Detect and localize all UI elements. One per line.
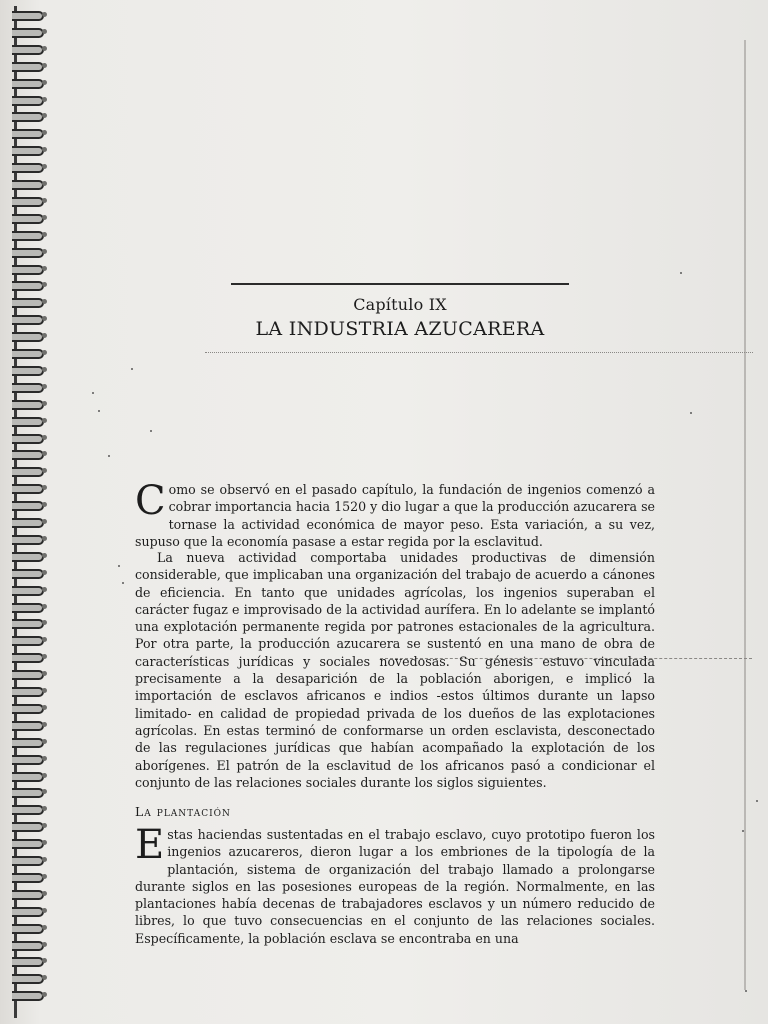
- spiral-wire: [12, 924, 44, 934]
- spiral-wire: [12, 298, 44, 308]
- spiral-ring: [8, 549, 48, 562]
- spiral-wire: [12, 991, 44, 1001]
- spiral-ring: [8, 262, 48, 275]
- spiral-ring: [8, 8, 48, 21]
- punch-hole: [42, 113, 47, 118]
- spiral-wire: [12, 484, 44, 494]
- spiral-ring: [8, 481, 48, 494]
- spiral-wire: [12, 839, 44, 849]
- spiral-wire: [12, 670, 44, 680]
- punch-hole: [42, 266, 47, 271]
- punch-hole: [42, 553, 47, 558]
- spiral-ring: [8, 600, 48, 613]
- spiral-ring: [8, 954, 48, 967]
- spiral-ring: [8, 701, 48, 714]
- punch-hole: [42, 604, 47, 609]
- punch-hole: [42, 823, 47, 828]
- punch-hole: [42, 992, 47, 997]
- spiral-ring: [8, 464, 48, 477]
- punch-hole: [42, 282, 47, 287]
- punch-hole: [42, 587, 47, 592]
- spiral-wire: [12, 231, 44, 241]
- spiral-wire: [12, 214, 44, 224]
- punch-hole: [42, 958, 47, 963]
- punch-hole: [42, 942, 47, 947]
- spiral-wire: [12, 180, 44, 190]
- spiral-wire: [12, 129, 44, 139]
- punch-hole: [42, 367, 47, 372]
- section-heading: La plantación: [135, 804, 231, 819]
- spiral-wire: [12, 28, 44, 38]
- spiral-wire: [12, 755, 44, 765]
- spiral-wire: [12, 687, 44, 697]
- scan-artifact-line: [205, 352, 753, 353]
- spiral-ring: [8, 785, 48, 798]
- spiral-ring: [8, 515, 48, 528]
- spiral-wire: [12, 281, 44, 291]
- spiral-ring: [8, 836, 48, 849]
- spiral-ring: [8, 498, 48, 511]
- punch-hole: [42, 384, 47, 389]
- spiral-ring: [8, 938, 48, 951]
- punch-hole: [42, 97, 47, 102]
- spiral-wire: [12, 569, 44, 579]
- spiral-ring: [8, 126, 48, 139]
- paragraph-section: [135, 822, 655, 947]
- spiral-ring: [8, 752, 48, 765]
- punch-hole: [42, 891, 47, 896]
- spiral-wire: [12, 400, 44, 410]
- punch-hole: [42, 806, 47, 811]
- punch-hole: [42, 620, 47, 625]
- spiral-wire: [12, 619, 44, 629]
- spiral-wire: [12, 907, 44, 917]
- spiral-wire: [12, 366, 44, 376]
- spiral-wire: [12, 974, 44, 984]
- spiral-ring: [8, 160, 48, 173]
- punch-hole: [42, 249, 47, 254]
- spiral-ring: [8, 650, 48, 663]
- punch-hole: [42, 975, 47, 980]
- spiral-wire: [12, 79, 44, 89]
- spiral-ring: [8, 616, 48, 629]
- punch-hole: [42, 536, 47, 541]
- paragraph-text: omo se observó en el pasado capítulo, la fundación de ingenios comenzó a cobrar importancia hacia 1520 y dio lugar a que la producción azucarera se tornase la actividad económica de mayor peso. Esta variación, a su vez, supuso que la economía pasase a estar regida por la esclavitud.: [135, 482, 655, 549]
- punch-hole: [42, 12, 47, 17]
- spiral-ring: [8, 278, 48, 291]
- punch-hole: [42, 789, 47, 794]
- punch-hole: [42, 164, 47, 169]
- spiral-wire: [12, 417, 44, 427]
- spiral-ring: [8, 194, 48, 207]
- punch-hole: [42, 147, 47, 152]
- spiral-binding: [8, 8, 50, 1020]
- spiral-wire: [12, 467, 44, 477]
- spiral-wire: [12, 518, 44, 528]
- spiral-wire: [12, 265, 44, 275]
- spiral-wire: [12, 450, 44, 460]
- spiral-ring: [8, 346, 48, 359]
- spiral-wire: [12, 248, 44, 258]
- spiral-wire: [12, 535, 44, 545]
- punch-hole: [42, 908, 47, 913]
- punch-hole: [42, 333, 47, 338]
- paragraph-body: La nueva actividad comportaba unidades productivas de dimensión considerable, que implicaban una organización del trabajo de acuerdo a cánones de eficiencia. En tanto que unidades agrícolas, los ingenios superaban el carácter fugaz e improvisado de la actividad aurífera. En lo adelante se implantó una explotación permanente regida por patrones estacionales de la agricultura. Por otra parte, la producción azucarera se sustentó en una mano de obra de características jurídicas y sociales novedosas. Su génesis estuvo vinculada precisamente a la desaparición de la población aborigen, e implicó la importación de esclavos africanos e indios -estos últimos durante un lapso limitado- en calidad de propiedad privada de los dueños de las explotaciones agrícolas. En estas terminó de conformarse un orden esclavista, desconectado de las regulaciones jurídicas que habían acompañado la explotación de los aborígenes. El patrón de la esclavitud de los africanos pasó a condicionar el conjunto de las relaciones sociales durante los siglos siguientes.: [135, 550, 655, 790]
- punch-hole: [42, 519, 47, 524]
- spiral-wire: [12, 721, 44, 731]
- spiral-ring: [8, 363, 48, 376]
- spiral-wire: [12, 772, 44, 782]
- drop-cap: E: [135, 822, 165, 868]
- paragraph-intro: [135, 478, 655, 550]
- spiral-ring: [8, 211, 48, 224]
- spiral-wire: [12, 738, 44, 748]
- punch-hole: [42, 63, 47, 68]
- spiral-ring: [8, 431, 48, 444]
- punch-hole: [42, 215, 47, 220]
- spiral-wire: [12, 96, 44, 106]
- spiral-wire: [12, 501, 44, 511]
- spiral-wire: [12, 957, 44, 967]
- spiral-ring: [8, 853, 48, 866]
- punch-hole: [42, 130, 47, 135]
- spiral-ring: [8, 870, 48, 883]
- spiral-ring: [8, 25, 48, 38]
- spiral-ring: [8, 42, 48, 55]
- spiral-ring: [8, 228, 48, 241]
- spiral-wire: [12, 197, 44, 207]
- punch-hole: [42, 857, 47, 862]
- punch-hole: [42, 198, 47, 203]
- punch-hole: [42, 502, 47, 507]
- spiral-ring: [8, 633, 48, 646]
- punch-hole: [42, 316, 47, 321]
- punch-hole: [42, 654, 47, 659]
- punch-hole: [42, 46, 47, 51]
- punch-hole: [42, 299, 47, 304]
- punch-hole: [42, 722, 47, 727]
- spiral-wire: [12, 890, 44, 900]
- punch-hole: [42, 232, 47, 237]
- punch-hole: [42, 350, 47, 355]
- spiral-wire: [12, 586, 44, 596]
- chapter-title: LA INDUSTRIA AZUCARERA: [255, 318, 545, 340]
- punch-hole: [42, 671, 47, 676]
- punch-hole: [42, 637, 47, 642]
- spiral-ring: [8, 312, 48, 325]
- punch-hole: [42, 80, 47, 85]
- spiral-wire: [12, 873, 44, 883]
- paragraph-text: stas haciendas sustentadas en el trabajo esclavo, cuyo prototipo fueron los ingenios azucareros, dieron lugar a los embriones de la tipología de la plantación, sistema de organización del trabajo llamado a prolongarse durante siglos en las posesiones europeas de la región. Normalmente, en las plantaciones había decenas de trabajadores esclavos y un número reducido de libres, lo que tuvo consecuencias en el conjunto de las relaciones sociales. Específicamente, la población esclava se encontraba en una: [135, 827, 655, 946]
- punch-hole: [42, 451, 47, 456]
- spiral-wire: [12, 822, 44, 832]
- punch-hole: [42, 401, 47, 406]
- punch-hole: [42, 773, 47, 778]
- punch-hole: [42, 435, 47, 440]
- spiral-ring: [8, 887, 48, 900]
- spiral-ring: [8, 143, 48, 156]
- punch-hole: [42, 570, 47, 575]
- spiral-ring: [8, 59, 48, 72]
- spiral-ring: [8, 904, 48, 917]
- punch-hole: [42, 874, 47, 879]
- punch-hole: [42, 756, 47, 761]
- spiral-ring: [8, 109, 48, 122]
- spiral-wire: [12, 552, 44, 562]
- spiral-wire: [12, 636, 44, 646]
- spiral-ring: [8, 532, 48, 545]
- spiral-ring: [8, 819, 48, 832]
- drop-cap: C: [135, 478, 166, 524]
- spiral-wire: [12, 146, 44, 156]
- page-edge-shadow: [744, 40, 746, 990]
- spiral-ring: [8, 76, 48, 89]
- spiral-ring: [8, 295, 48, 308]
- chapter-label: Capítulo IX: [353, 295, 447, 314]
- spiral-ring: [8, 566, 48, 579]
- spiral-wire: [12, 332, 44, 342]
- punch-hole: [42, 705, 47, 710]
- spiral-wire: [12, 349, 44, 359]
- spiral-wire: [12, 788, 44, 798]
- spiral-ring: [8, 667, 48, 680]
- spiral-wire: [12, 941, 44, 951]
- spiral-ring: [8, 329, 48, 342]
- spiral-ring: [8, 245, 48, 258]
- spiral-ring: [8, 769, 48, 782]
- spiral-ring: [8, 718, 48, 731]
- spiral-ring: [8, 735, 48, 748]
- spiral-wire: [12, 112, 44, 122]
- punch-hole: [42, 468, 47, 473]
- spiral-wire: [12, 11, 44, 21]
- punch-hole: [42, 840, 47, 845]
- spiral-ring: [8, 988, 48, 1001]
- spiral-wire: [12, 653, 44, 663]
- spiral-wire: [12, 62, 44, 72]
- spiral-wire: [12, 856, 44, 866]
- punch-hole: [42, 29, 47, 34]
- spiral-ring: [8, 447, 48, 460]
- spiral-wire: [12, 434, 44, 444]
- chapter-rule: [231, 283, 569, 285]
- punch-hole: [42, 925, 47, 930]
- punch-hole: [42, 485, 47, 490]
- spiral-ring: [8, 583, 48, 596]
- spiral-ring: [8, 802, 48, 815]
- spiral-ring: [8, 177, 48, 190]
- spiral-ring: [8, 380, 48, 393]
- spiral-wire: [12, 163, 44, 173]
- spiral-ring: [8, 971, 48, 984]
- spiral-wire: [12, 805, 44, 815]
- punch-hole: [42, 181, 47, 186]
- spiral-ring: [8, 921, 48, 934]
- spiral-ring: [8, 684, 48, 697]
- punch-hole: [42, 418, 47, 423]
- spiral-ring: [8, 414, 48, 427]
- spiral-wire: [12, 603, 44, 613]
- spiral-wire: [12, 45, 44, 55]
- spiral-ring: [8, 397, 48, 410]
- punch-hole: [42, 688, 47, 693]
- punch-hole: [42, 739, 47, 744]
- spiral-ring: [8, 93, 48, 106]
- spiral-wire: [12, 315, 44, 325]
- spiral-wire: [12, 704, 44, 714]
- spiral-wire: [12, 383, 44, 393]
